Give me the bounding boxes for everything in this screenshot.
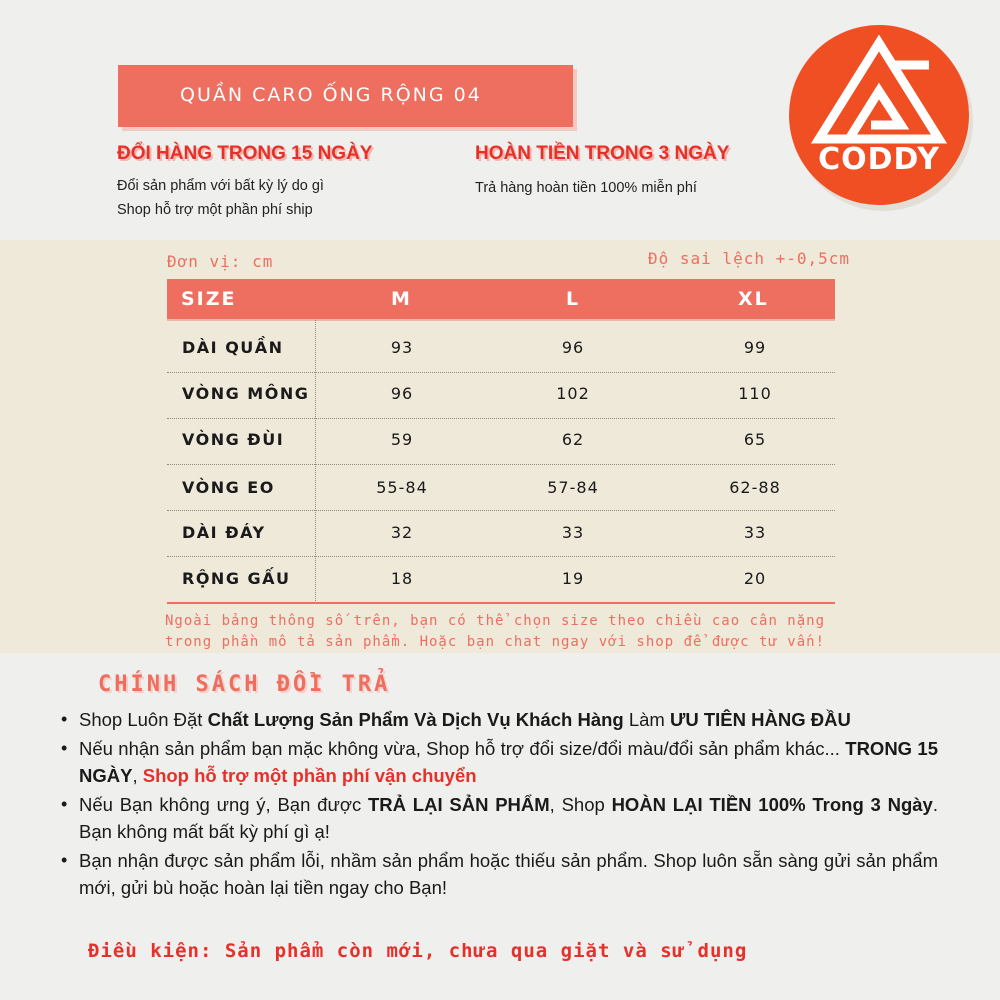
table-row	[167, 416, 835, 462]
policy-highlight-text: Shop hỗ trợ một phần phí vận chuyển	[142, 765, 477, 786]
table-row	[167, 324, 835, 370]
cell-xl: 65	[743, 430, 767, 449]
policy-text: , Shop	[549, 794, 612, 815]
row-label: VÒNG ĐÙI	[182, 430, 285, 449]
exchange-line-1: Đổi sản phẩm với bất kỳ lý do gì	[117, 178, 324, 194]
table-bottom-border	[167, 602, 835, 604]
cell-xl: 62-88	[729, 478, 781, 497]
policy-item-refund	[58, 791, 938, 845]
tolerance-label: Độ sai lệch +-0,5cm	[648, 249, 851, 268]
cell-xl: 33	[743, 523, 767, 542]
product-title-banner	[118, 65, 573, 127]
policy-bold-text: ƯU TIÊN HÀNG ĐẦU	[670, 709, 851, 730]
row-label: VÒNG EO	[182, 478, 275, 497]
cell-xl: 99	[743, 338, 767, 357]
cell-m: 18	[390, 569, 414, 588]
size-table-section	[0, 240, 1000, 653]
cell-m: 55-84	[376, 478, 428, 497]
header-m: M	[391, 288, 412, 310]
size-table-header	[167, 279, 835, 319]
coddy-logo	[789, 25, 969, 205]
size-note-line-1: Ngoài bảng thông số trên, bạn có thể chọn size theo chiều cao cân nặng	[165, 613, 826, 629]
policy-bold-text: TRẢ LẠI SẢN PHẨM	[368, 794, 550, 815]
row-label: VÒNG MÔNG	[182, 384, 310, 403]
table-row	[167, 370, 835, 416]
policy-bold-text: HOÀN LẠI TIỀN 100% Trong 3 Ngày	[611, 794, 933, 815]
row-label: DÀI ĐÁY	[182, 523, 266, 542]
refund-title: HOÀN TIỀN TRONG 3 NGÀY	[475, 143, 730, 164]
table-row	[167, 509, 835, 555]
policy-condition: Điều kiện: Sản phẩm còn mới, chưa qua giặt và sử dụng	[88, 940, 748, 962]
exchange-line-2: Shop hỗ trợ một phần phí ship	[117, 202, 313, 218]
table-row	[167, 555, 835, 601]
product-title: QUẦN CARO ỐNG RỘNG 04	[180, 84, 482, 106]
row-label: RỘNG GẤU	[182, 569, 291, 588]
policy-text: Nếu Bạn không ưng ý, Bạn được	[79, 794, 368, 815]
cell-l: 62	[561, 430, 585, 449]
cell-l: 102	[556, 384, 590, 403]
header-section	[0, 0, 1000, 240]
coddy-logo-text: CODDY	[818, 142, 940, 177]
cell-l: 19	[561, 569, 585, 588]
header-l: L	[566, 288, 581, 310]
header-size: SIZE	[181, 288, 237, 310]
cell-m: 93	[390, 338, 414, 357]
table-row	[167, 464, 835, 510]
policy-text: Nếu nhận sản phẩm bạn mặc không vừa, Shop hỗ trợ đổi size/đổi màu/đổi sản phẩm khác...	[79, 738, 846, 759]
cell-m: 32	[390, 523, 414, 542]
cell-xl: 110	[738, 384, 772, 403]
policy-text: Làm	[623, 709, 670, 730]
policy-item-defect	[58, 847, 938, 901]
cell-m: 59	[390, 430, 414, 449]
unit-label: Đơn vị: cm	[167, 252, 274, 271]
exchange-title: ĐỔI HÀNG TRONG 15 NGÀY	[117, 143, 373, 164]
cell-l: 33	[561, 523, 585, 542]
policy-text: Shop Luôn Đặt	[79, 709, 208, 730]
policy-bold-text: Chất Lượng Sản Phẩm Và Dịch Vụ Khách Hàng	[207, 709, 624, 730]
cell-m: 96	[390, 384, 414, 403]
row-label: DÀI QUẦN	[182, 338, 284, 357]
coddy-logo-mark-icon	[789, 25, 969, 205]
size-note-line-2: trong phần mô tả sản phẩm. Hoặc bạn chat ngay với shop để được tư vấn!	[165, 634, 826, 650]
policy-bold-text: TRONG 15 NGÀY	[79, 738, 938, 786]
refund-line-1: Trả hàng hoàn tiền 100% miễn phí	[475, 180, 697, 196]
policy-text: ,	[132, 765, 143, 786]
policy-item-exchange	[58, 735, 938, 789]
cell-l: 57-84	[547, 478, 599, 497]
policy-title: CHÍNH SÁCH ĐỔI TRẢ	[98, 672, 391, 697]
policy-item-quality	[58, 706, 938, 733]
policy-text: Bạn nhận được sản phẩm lỗi, nhầm sản phẩm hoặc thiếu sản phẩm. Shop luôn sẵn sàng gửi sản phẩm mới, gửi bù hoặc hoàn lại tiền ngay cho Bạn!	[79, 850, 938, 898]
policy-text: . Bạn không mất bất kỳ phí gì ạ!	[79, 794, 938, 842]
cell-l: 96	[561, 338, 585, 357]
policy-list	[58, 706, 938, 903]
cell-xl: 20	[743, 569, 767, 588]
header-xl: XL	[738, 288, 769, 310]
